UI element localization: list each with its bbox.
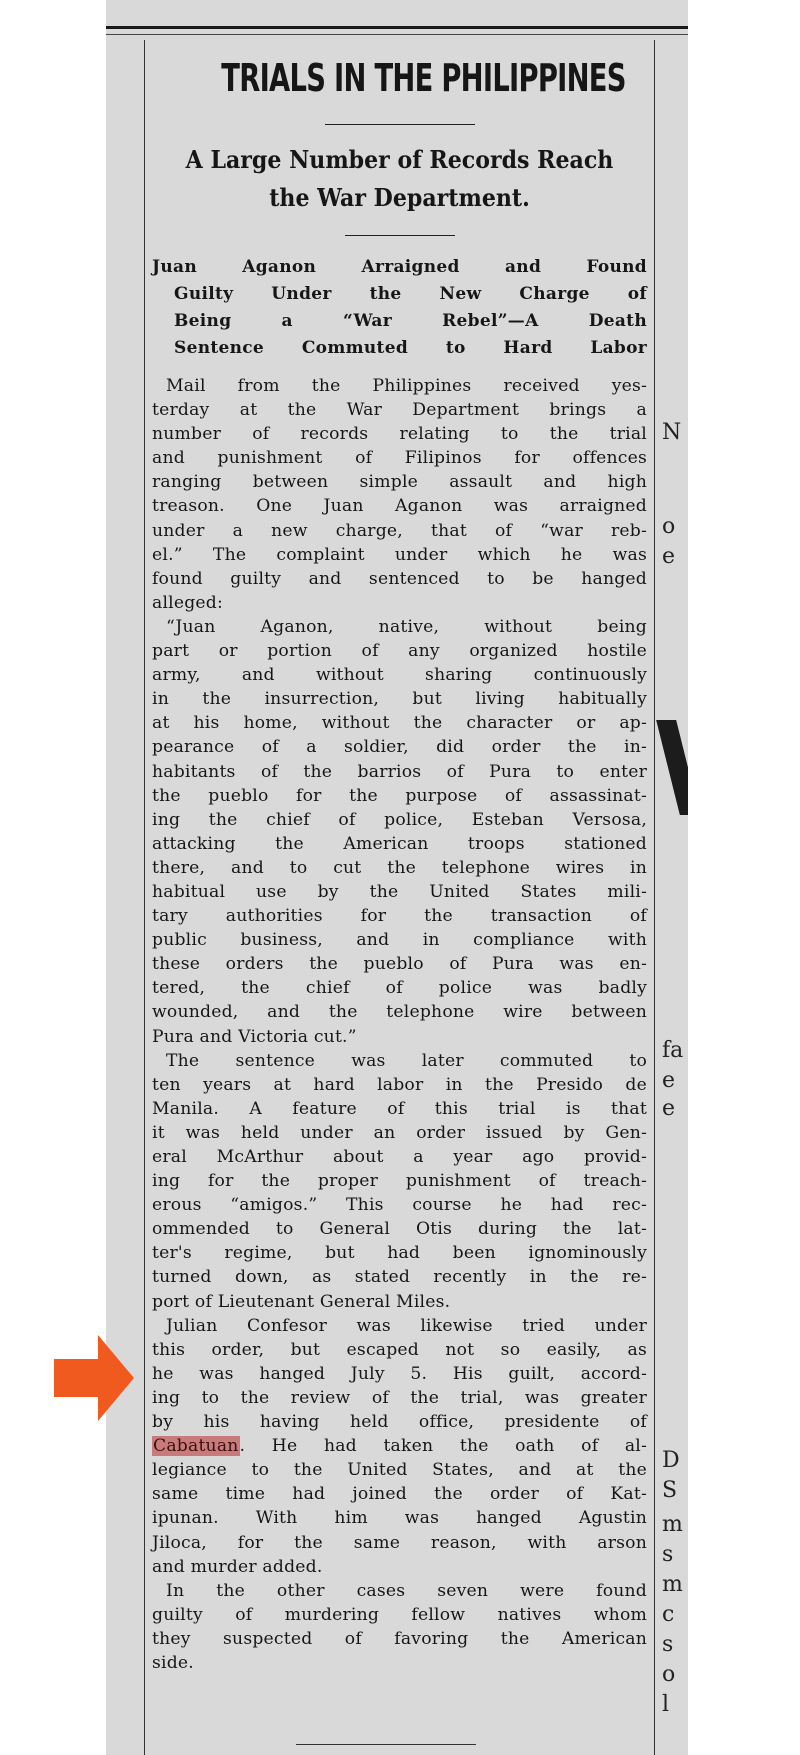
body-line: part or portion of any organized hostile bbox=[152, 641, 647, 662]
body-line: ing to the review of the trial, was greater bbox=[152, 1387, 647, 1408]
arrow-right-icon bbox=[54, 1335, 134, 1421]
body-line: alleged: bbox=[152, 592, 223, 613]
column-rule-left bbox=[144, 40, 145, 1755]
adjacent-column-fragment: o bbox=[662, 1662, 676, 1687]
body-line: Jiloca, for the same reason, with arson bbox=[152, 1532, 647, 1553]
body-line: Manila. A feature of this trial is that bbox=[152, 1098, 647, 1119]
body-line: Mail from the Philippines received yes- bbox=[166, 376, 647, 396]
body-line: erous “amigos.” This course he had rec- bbox=[152, 1195, 647, 1216]
body-line: under a new charge, that of “war reb- bbox=[152, 520, 647, 541]
adjacent-column-initial bbox=[656, 720, 688, 815]
body-line bbox=[152, 1434, 647, 1458]
body-line: tary authorities for the transaction of bbox=[152, 906, 647, 927]
body-line: ipunan. With him was hanged Agustin bbox=[152, 1508, 647, 1529]
body-line: terday at the War Department brings a bbox=[152, 400, 647, 421]
body-line: the pueblo for the purpose of assassinat- bbox=[152, 785, 647, 806]
column-rule-right bbox=[654, 40, 655, 1755]
body-line: it was held under an order issued by Gen- bbox=[152, 1122, 647, 1143]
body-line: and murder added. bbox=[152, 1556, 323, 1577]
article-body bbox=[152, 374, 647, 1675]
body-line: Julian Confesor was likewise tried under bbox=[166, 1315, 647, 1336]
adjacent-column-fragment: m bbox=[662, 1572, 683, 1597]
body-line: “Juan Aganon, native, without being bbox=[166, 616, 647, 637]
body-line: turned down, as stated recently in the re- bbox=[152, 1267, 647, 1288]
body-line: habitants of the barrios of Pura to enter bbox=[152, 761, 647, 782]
newspaper-clipping bbox=[106, 0, 688, 1755]
deck bbox=[152, 254, 647, 362]
body-line: In the other cases seven were found bbox=[166, 1580, 647, 1601]
body-line: habitual use by the United States mili- bbox=[152, 881, 647, 902]
body-line: legiance to the United States, and at the bbox=[152, 1460, 647, 1481]
body-line: port of Lieutenant General Miles. bbox=[152, 1291, 451, 1312]
body-line: army, and without sharing continuously bbox=[152, 665, 647, 686]
subhead-line: the War Department. bbox=[269, 183, 530, 212]
deck-line: Juan Aganon Arraigned and Found bbox=[152, 257, 647, 277]
headline: TRIALS IN THE PHILIPPINES bbox=[221, 56, 626, 100]
adjacent-column-fragment: s bbox=[662, 1632, 674, 1657]
adjacent-column-fragment: e bbox=[662, 1068, 676, 1093]
body-line: public business, and in compliance with bbox=[152, 930, 647, 951]
subhead-line: A Large Number of Records Reach bbox=[185, 145, 614, 174]
adjacent-column-fragment: l bbox=[662, 1692, 670, 1717]
body-line: attacking the American troops stationed bbox=[152, 833, 647, 854]
adjacent-column-fragment: D bbox=[662, 1448, 680, 1473]
body-line: side. bbox=[152, 1652, 194, 1673]
body-line: ing the chief of police, Esteban Versosa, bbox=[152, 809, 647, 830]
body-line: guilty of murdering fellow natives whom bbox=[152, 1604, 647, 1625]
deck-line: Being a “War Rebel”—A Death bbox=[174, 311, 647, 331]
body-line: ten years at hard labor in the Presido de bbox=[152, 1074, 647, 1095]
deck-line: Sentence Commuted to Hard Labor bbox=[174, 338, 647, 358]
body-line: these orders the pueblo of Pura was en- bbox=[152, 954, 647, 975]
body-line: by his having held office, presidente of bbox=[152, 1412, 647, 1433]
bottom-divider bbox=[296, 1744, 476, 1745]
body-line: he was hanged July 5. His guilt, accord- bbox=[152, 1363, 647, 1384]
adjacent-column-fragment: o bbox=[662, 514, 676, 539]
adjacent-column-fragment: S bbox=[662, 1478, 678, 1503]
body-line: there, and to cut the telephone wires in bbox=[152, 857, 647, 878]
body-line: number of records relating to the trial bbox=[152, 424, 647, 445]
adjacent-column-fragment: c bbox=[662, 1602, 675, 1627]
subhead bbox=[172, 141, 627, 217]
body-line: same time had joined the order of Kat- bbox=[152, 1484, 647, 1505]
subhead-divider bbox=[345, 235, 455, 236]
adjacent-column-fragment: e bbox=[662, 1096, 676, 1121]
article-column bbox=[152, 50, 647, 1675]
body-line: The sentence was later commuted to bbox=[166, 1050, 647, 1071]
top-rule bbox=[106, 26, 688, 29]
body-line: ranging between simple assault and high bbox=[152, 472, 647, 493]
body-line: treason. One Juan Aganon was arraigned bbox=[152, 496, 647, 517]
adjacent-column-fragment: e bbox=[662, 544, 676, 569]
body-line: eral McArthur about a year ago provid- bbox=[152, 1147, 647, 1167]
adjacent-column-fragment: s bbox=[662, 1542, 674, 1567]
body-line: ing for the proper punishment of treach- bbox=[152, 1171, 647, 1192]
body-line: tered, the chief of police was badly bbox=[152, 978, 647, 999]
body-line: Pura and Victoria cut.” bbox=[152, 1026, 357, 1047]
adjacent-column-fragment: N bbox=[662, 420, 682, 445]
body-line: in the insurrection, but living habitually bbox=[152, 689, 647, 710]
body-line: and punishment of Filipinos for offences bbox=[152, 448, 647, 469]
headline-divider bbox=[325, 124, 475, 125]
body-line: ommended to General Otis during the lat- bbox=[152, 1219, 647, 1240]
body-line: el.” The complaint under which he was bbox=[152, 544, 647, 565]
body-line: at his home, without the character or ap- bbox=[152, 713, 647, 734]
top-rule-thin bbox=[106, 34, 688, 35]
body-line: ter's regime, but had been ignominously bbox=[152, 1243, 647, 1264]
highlighted-word: Cabatuan bbox=[153, 1436, 239, 1457]
body-line: wounded, and the telephone wire between bbox=[152, 1002, 647, 1023]
body-line: pearance of a soldier, did order the in- bbox=[152, 737, 647, 758]
deck-line: Guilty Under the New Charge of bbox=[174, 284, 647, 304]
adjacent-column-fragment: m bbox=[662, 1512, 683, 1537]
body-line: found guilty and sentenced to be hanged bbox=[152, 568, 647, 589]
body-line-text: . He had taken the oath of al- bbox=[239, 1436, 647, 1457]
adjacent-column-fragment: fa bbox=[662, 1038, 684, 1063]
body-line: they suspected of favoring the American bbox=[152, 1628, 647, 1649]
body-line: this order, but escaped not so easily, as bbox=[152, 1339, 647, 1360]
